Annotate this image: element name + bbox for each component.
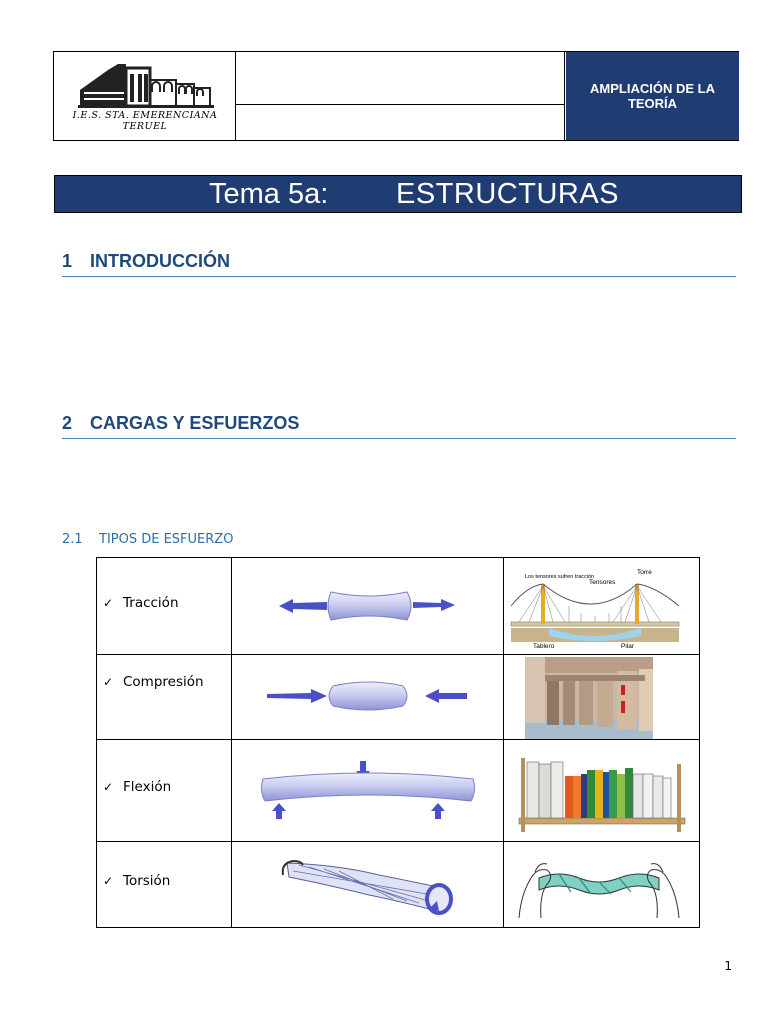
row-label-flexion [103,779,171,795]
subsection-number: 2.1 [62,532,83,547]
section-heading-cargas [62,412,736,439]
section-number: 2 [62,413,73,433]
header-empty-cell-bottom [236,105,565,140]
subsection-label: TIPOS DE ESFUERZO [99,532,234,547]
suspension-bridge-illustration [509,566,681,650]
section-label: CARGAS Y ESFUERZOS [90,413,300,433]
bridge-label-pilar: Pilar [621,643,635,650]
stress-types-table [96,557,700,928]
bookshelf-photo [517,750,687,834]
title-part2: ESTRUCTURAS [396,178,620,210]
torsion-diagram [279,855,459,915]
section-heading-introduccion [62,250,736,277]
row-label-text: Tracción [123,595,179,611]
page-number: 1 [724,959,732,973]
school-name [54,110,236,132]
row-label-text: Flexión [123,779,172,795]
section-number: 1 [62,251,73,271]
temple-columns-photo [525,657,653,739]
row-label-torsion [103,873,170,889]
section-label: INTRODUCCIÓN [90,251,230,271]
header-badge: AMPLIACIÓN DE LA TEORÍA [566,52,739,140]
subsection-heading-tipos [62,532,233,548]
twisted-towel-drawing [509,848,689,924]
page-title-banner [54,175,742,213]
bridge-label-torre: Torre [637,569,652,576]
check-icon: ✓ [103,874,114,888]
compression-diagram [265,676,471,716]
row-label-text: Torsión [123,873,171,889]
header-table [53,51,739,141]
bridge-label-note: Los tensores sufren tracción [525,574,595,580]
check-icon: ✓ [103,675,114,689]
school-name-line1: I.E.S. STA. EMERENCIANA [72,110,218,121]
bending-diagram [257,757,479,825]
row-label-text: Compresión [123,674,204,690]
row-label-compresion [103,674,204,690]
row-label-traccion [103,595,179,611]
check-icon: ✓ [103,780,114,794]
traction-diagram [275,580,459,632]
school-building-logo [78,62,214,108]
header-empty-cell-top [236,52,565,105]
school-logo-cell [54,52,236,140]
bridge-label-tablero: Tablero [533,643,555,650]
bridge-label-tensores: Tensores [589,579,616,586]
check-icon: ✓ [103,596,114,610]
title-part1: Tema 5a: [209,178,329,210]
school-name-line2: TERUEL [122,121,168,132]
